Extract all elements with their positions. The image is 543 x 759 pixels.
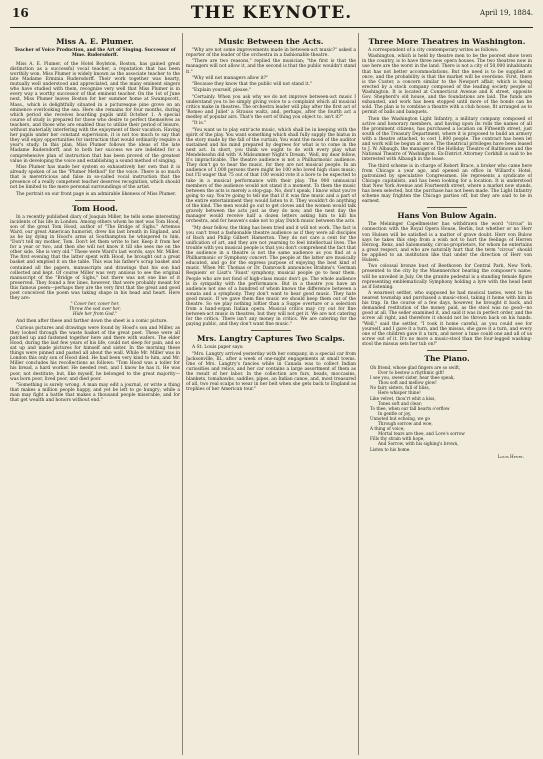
issue-date: April 19, 1884. xyxy=(480,9,533,17)
poem-author: Louis Henry. xyxy=(497,453,524,459)
poem-line: A thing of voice; xyxy=(370,426,405,432)
poem-line: Tones soft and clear; xyxy=(378,400,423,406)
article-paragraph: And then after these and farther down the sheet is a comic picture. xyxy=(16,319,168,325)
section-divider xyxy=(427,350,467,351)
column-divider xyxy=(358,33,359,755)
article-paragraph: "Why are not some improvements made in between-act music?" asked a reporter of the leader of the orchestra in a fashionable theatre. xyxy=(186,48,356,59)
page-number: 16 xyxy=(12,6,29,20)
article-paragraph: Washington, which is held by theatre men to be the poorest show town in the country, is to have three new opera houses. The two theatres now in use here are the worst in the land. There is not a city of 50,000 inhabitants that has not better accommodations. But the need is to be supplied at once, and the probability is that the market will be overdone. First, there is the Custer, a concern similar to the Newport affair, which is being erected by a stock company composed of the leading society people of Washington. It is located at Connecticut Avenue and K street, opposite Gov. Shepherd's old house, and the foundations are laid. The funds are exhausted, and work has been stopped until more of the bonds can be sold. The plan is to combine a theatre with a club house, fit arranged as to permit of balls and banquets. xyxy=(362,54,532,116)
article-paragraph: "It is." xyxy=(192,121,207,127)
poem-line: And Sorrow, with his sighing's brown, xyxy=(378,441,459,447)
article-paragraph: In a recently published diary of Joaquin Miller, he tells some interesting incidents of his life in London. Among others whom he met was Tom Hood, son of the great Tom Hood, author of "The Bridge of Sighs," Artemus Ward, our great American humorist, drew his last breath in England, and as he lay dying in Hood's arms at Southampton he whispered to him, "Don't tell my mother, Tom. Don't let them write to her. Keep it from her for a year or two, and then she will not know it till she sees me on the other side. She is very old." These were Ward's last words, says Mr. Miller. The first evening that the latter spent with Hood, he brought out a great basket and emptied it on the table. This was his father's scrap basket and contained all the papers, manuscripts and drawings that his son had collected and kept. Of course Miller was very anxious to see the original manuscript of the "Bridge of Sighs," but there was not one line of it preserved. They found a few lines, however, that were probably meant for this famous poem—perhaps they are the very first that the great and good poet conceived the poem was taking shape in his head and heart. Here they are: xyxy=(10,214,180,302)
article-paragraph: A wearnest settler, who supposed he had musical tastes, went to the nearest township and purchased a music-stool, taking it home with him in his trap. In the course of a few days, however, he brought it back, and demanded restitution of the money paid, as the stool was no good—no good at all. The seller examined it, and said it was in perfect order, and the screw all right, and therefore it should not be thrown back on his hands. "Well," said the settler, "I took it home careful, as you could see for yourself, and I gave it a turn, and the missus, she gave it a turn, and every one of the children gave it a turn, and never a tune could one and all of us screw out of it. It's no more a music-stool than the four-legged washing-stool the missus sets her tub on!" xyxy=(362,290,532,347)
article-paragraph: Curious pictures and drawings were found by Hood's son and Miller, as they looked through the waste basket of the great poet. These were all patched up and fastened together here and there with wafers. The elder Hood, during the last few years of his life, could not sleep for pain, and so sat up and made pictures for himself and sister. In the morning these things were pinned and pasted all about the wall. While Mr. Miller was in London this only son of Hood died. He had been very kind to him, and Mr. Miller concludes his recollections as follows: "Tom Hood was a toiler for his bread, a hard worker. He needed rest, and I know he has it. He was poor, not destitute; but, like myself, he belonged to the great majority—was born poor, lived poor, and died poor. xyxy=(10,325,180,382)
poem-line: In gentle or joy, xyxy=(378,410,412,416)
article-paragraph: Two colossal bronze bust of Beethoven for Central Park, New York, presented to the city by the Maennerchor bearing the composer's name, will be unveiled in July. On the granite pedestal is a standing female figure representing emblematically Symphony holding a lyre with the head bent as if listening. xyxy=(362,264,532,290)
page-header xyxy=(10,0,533,26)
article-paragraph: "Explain yourself, please." xyxy=(192,88,252,94)
poem xyxy=(362,365,532,452)
section-divider xyxy=(75,200,115,201)
article-paragraph: "You want us to play entr'acte music, which shall be in keeping with the spirit of the play. You want something which shall fully supply the hiatus in the story made by the fall of the curtain. You want the mood of the auditor sustained and his mind prepared by degrees for what is to come in the next act. In short, you think we ought to do with every play what Mendelssohn did with 'A Midsummer Night's Dream.' Well, my dear fellow, it's impracticable. The theatre audience is not a Philharmonic audience. They don't go to hear the music, for they are not musical people. In an audience of 1,000 persons there might be 100 who loved high class music; but I'll wager that 75 out of that 100 would vote it a bore to be expected to take in a musical performance with their play. The 900 unmusical members of the audience would not stand it a moment. To them the music between the acts is merely a stop-gap. No, don't speak; I know what you're going to say. You're going to tell me that if it was fine music and a part of the entire entertainment they would listen to it. They wouldn't do anything of the kind. The men would go out to get cloves and the women would talk gravely between the acts just as they do now, and the next day the manager would receive half a dozen letters asking him to kill his orchestra, and for heaven's sake not to play Dutch music between the acts. xyxy=(186,127,356,225)
column-middle xyxy=(186,34,356,757)
article-paragraph: The third scheme is in charge of Robert Brace, a broker who came here from Chicago a year ago, and opened an office in Willard's Hotel, patronized by speculative Congressmen. He represents a syndicate of Chicago capitalists, and has been looking for a location. It is understood that New York Avenue and Fourteenth street, where a market now stands, has been selected, but the purchase has not been made. The Light Infantry scheme may frighten the Chicago parties off, but they are said to be in earnest. xyxy=(362,163,532,205)
poem-line: Ever to bestow a rhythmic gift! xyxy=(378,370,445,376)
column-right xyxy=(362,34,532,757)
section-divider xyxy=(251,330,291,331)
article-title: Music Between the Acts. xyxy=(218,37,324,46)
poem-line: Oh friend, whose glad fingers are so swift, xyxy=(370,365,461,370)
poem-line: Mortal tears are thee, and Love's sorrow xyxy=(378,431,465,437)
poem-line: Here whisper thine! xyxy=(378,390,421,396)
masthead: THE KEYNOTE. xyxy=(190,3,353,23)
poem-line: To thee, when our fall hearts o'erflow xyxy=(370,405,450,411)
article-paragraph: "Mrs. Langtry arrived yesterday with her company, in a special car from Jacksonville, Ill., after a week of one-night engagements at small towns. One of Mrs. Langtry's fancies while in Canada was to collect Indian curiosities and relics, and her car contains a large assortment of them as the result of her labor. In the collection are furs, beads, moccasins, blankets, tomahawks, saddles, pipes, an Indian canoe, and, most treasured of all, two real scalps to wear in her belt when she gets back to England as trophies of her American tour." xyxy=(186,351,356,393)
article-subtitle: Teacher of Voice Production, and the Art of Singing. Successor of Mme. Rudersdorff. xyxy=(14,48,176,59)
article-paragraph: "My dear fellow, the thing has been tried and it will not work. The fact is you can't treat a fashionable theatre audience as if they were all disciples of Bach and Philip Gilbert Hamerton. They do not care a cent for the unification of art, and they are not yearning to feel intellectual lives. The trouble with you musical people is that you don't comprehend the fact that the audience in a theatre is not the same audience as you find at a Philharmonic or Symphony concert. The people at the latter are musically educated, and go for the express purpose of enjoying the best kind of music. When Mr. Thomas or Dr. Damrosch announces Brahms's 'German Requiem' or Liszt's 'Faust' symphony, musical people go to hear them. People who are not fond of high-class music don't go. The whole audience is in sympathy with the performance. But in a theatre you have an audience not one of a hundred of whom knows the difference between a sonata and a symphony. They don't want to hear good music. They hate good music. If we gave them fine music we should keep them out of the theatre. So we play nothing loftier than a Suppe overture or a selection from a hand-organ Italian opera. Musical critics may cry out for fine between-act music in theatres, but they will not get it. We are not catering for the critics. There isn't any money in critics. We are catering for the paying public, and they don't want fine music." xyxy=(186,225,356,328)
article-paragraph: "Certainly. When you ask why we do not improve between-act music I understand you to be simply giving voice to a complaint which all musical critics make in theatres. The orchestra leader will play after the first act of 'Romeo and Juliet' a Strauss waltz, and, perhaps, after the fourth act a medley of popular airs. That's the sort of thing you object to, isn't it?" xyxy=(186,94,356,121)
verse-line: " Cover her, cover her, xyxy=(70,302,120,308)
article-paragraph: Then the Washington Light Infantry, a military company composed of active and honorary members, and having upon its rolls the names of all the prominent citizens, has purchased a location on Fifteenth street, just south of the Treasury Department, where it is proposed to build an armory with a theatre attached, to cost 1,800 people. The contract has been let and work will be begun at once. The theatrical privileges have been leased to J. W. Albaugh, the manager of the Holliday Theatre of Baltimore and the National Theatre of Washington. Ex-District Attorney Corkhill is said to be interested with Albaugh in the lease. xyxy=(362,116,532,163)
poem-line: Thou soft and mellow glow! xyxy=(378,380,437,386)
poem-line: Through sorrow and woe, xyxy=(378,421,433,427)
article-title: Three More Theatres in Washington. xyxy=(368,37,526,46)
article-paragraph: "Because they know that the public will not stand it." xyxy=(192,82,312,88)
verse-quote xyxy=(10,302,180,317)
article-dateline: A St. Louis paper says: xyxy=(192,345,244,351)
poem-line: Unnoted but echoing, we go xyxy=(370,415,431,421)
article-title: Miss A. E. Plumer. xyxy=(56,37,134,46)
poem-line: Listen to his home. xyxy=(370,446,411,452)
article-title: Hans Von Bulow Again. xyxy=(397,211,497,221)
poem-line: Fills thy strain with hope, xyxy=(370,436,425,442)
article-paragraph: The Meininger Capellmeister has withdrawn the word "circus" in connection with the Royal Opera House, Berlin, but whether or no Herr von Hulsen will be satisfied is a matter of grave doubt. Herr von Bulow says he takes this step from a wish not to hurt the feelings of Herren Herzog, Renz, and Salomonsky, circus-proprietors, for whom he entertains a great respect, and who are naturally hurt that the term "circus" should be applied to an institution like that under the direction of Herr von Hulsen. xyxy=(362,222,532,264)
section-divider xyxy=(427,207,467,208)
article-paragraph: A correspondent of a city contemporary writes as follows: xyxy=(368,48,499,53)
poem-title: The Piano. xyxy=(424,354,470,363)
article-paragraph: Miss Plumer has made her system so exhaustively her own that it is already spoken of as the "Plumer Method" for the voice. There is so much that is meretricious and false in so-called vocal instruction that the presence of a really competent teacher deserves recognition, which should not be limited to the mere personal surroundings of the artist. xyxy=(10,164,180,191)
article-paragraph: Miss A. E. Plumer, of the Hotel Boylston, Boston, has gained great distinction as a successful vocal teacher, a reputation that has been worthily won. Miss Plumer is widely known as the associate teacher to the late Madame Erminia Rudersdorff. Their work together was hearty, mutually well understood and appreciated, and the many eminent singers who have studied with them, recognize very well that Miss Plumer is in every way a worthy successor of that eminent teacher. On the 1st of June next, Miss Plumer leaves Boston for her summer home at Swampscott, Mass., which is delightfully situated in a picturesque pine grove on an eminence overlooking the sea. Here she remains for four months, during which period she receives boarding pupils until October 1. A special course of study is prepared for those who desire to perfect themselves as teachers, and those who are enabled thus to utilize their period of leisure, without materially interfering with the enjoyment of their vacation. Having her pupils under her constant supervision, it is not too much to say that they will enjoy opportunities for instruction that would ordinarily require a year's study. In this plan, Miss Plumer follows the ideas of the late Madame Rudersdorff, and to both her success we are indebted for a comprehensive plan of instruction that has been proved of the greatest value in developing the voice and establishing a sound method of singing. xyxy=(10,61,180,164)
article-paragraph: "There are two reasons," replied the musician; "the first is that the managers will not allow it, and the second is that the public wouldn't stand it." xyxy=(186,59,356,75)
verse-line: Hide her from God." xyxy=(72,312,118,318)
column-divider xyxy=(182,33,183,755)
header-rule xyxy=(10,27,533,28)
article-title: Tom Hood. xyxy=(72,203,118,213)
verse-line: Throw the sod over her, xyxy=(69,307,121,313)
poem-line: No fairy sisters, full of bliss, xyxy=(370,385,430,391)
column-left xyxy=(10,34,180,757)
article-paragraph: "Why will not managers allow it?" xyxy=(192,75,269,81)
poem-line: I see you, sweet sister, hear thee speak, xyxy=(370,375,455,381)
article-paragraph: "Something is surely wrong. A man may edit a journal, or write a thing that makes a million people happy, and yet be left to go hungry; while a man may fight a battle that makes a thousand people miserable, and for that get wealth and honors without end." xyxy=(10,382,180,404)
article-paragraph: The portrait on our front page is an admirable likeness of Miss Plumer. xyxy=(16,191,177,197)
article-title: Mrs. Langtry Captures Two Scalps. xyxy=(197,334,345,344)
poem-line: Like velvet, thou'rt whit a kiss, xyxy=(370,395,436,401)
